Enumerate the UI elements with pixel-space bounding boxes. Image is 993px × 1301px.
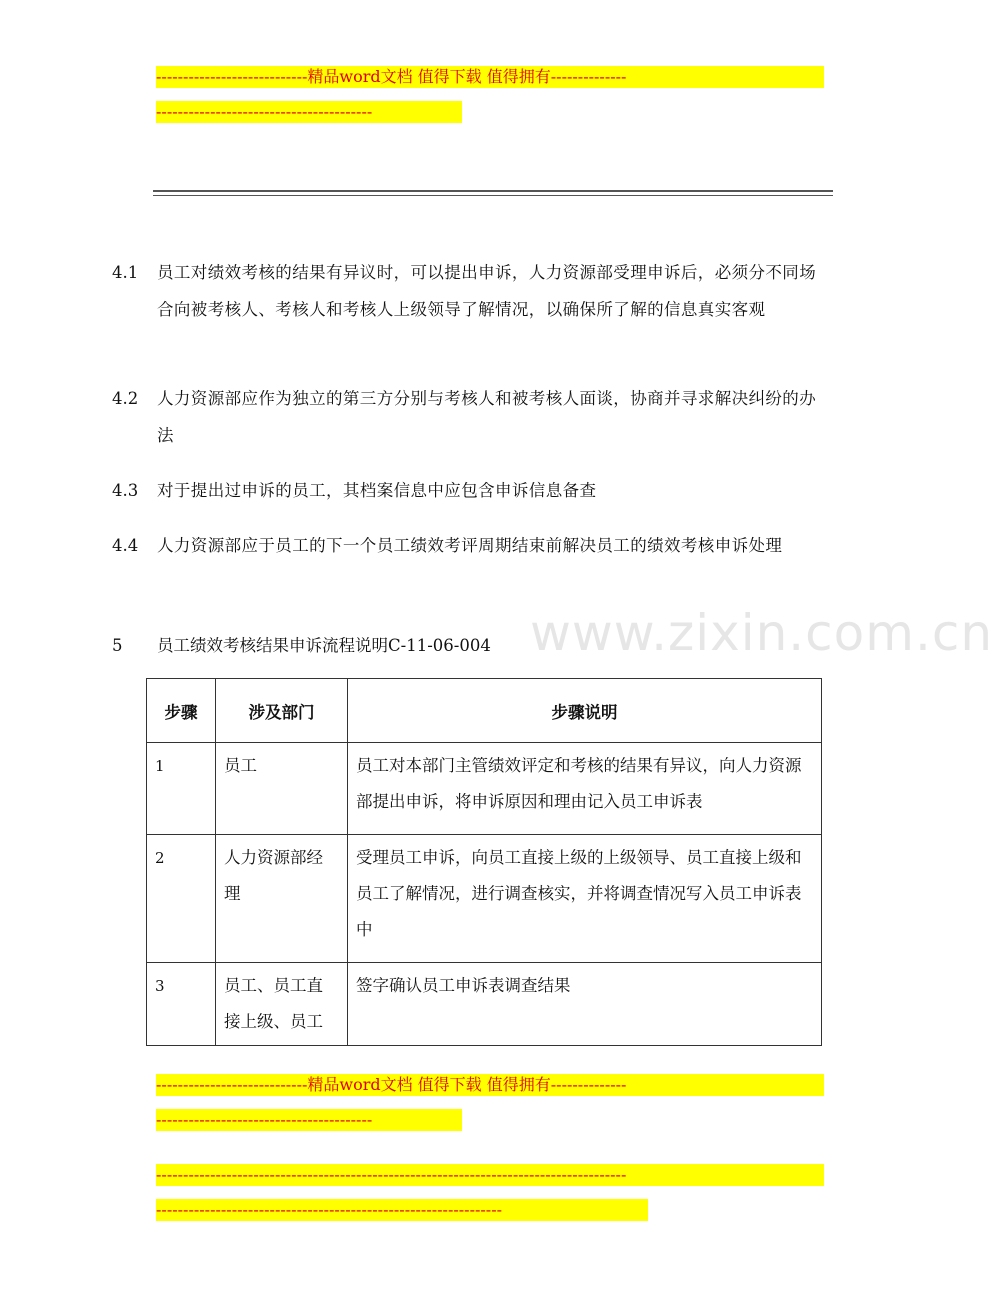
clause-text: 员工对绩效考核的结果有异议时，可以提出申诉，人力资源部受理申诉后，必须分不同场合向被考核人、考核人和考核人上级领导了解情况，以确保所了解的信息真实客观 <box>157 263 817 319</box>
description-cell: 员工对本部门主管绩效评定和考核的结果有异议，向人力资源部提出申诉，将申诉原因和理由记入员工申诉表 <box>348 743 822 835</box>
column-header-department: 涉及部门 <box>216 679 348 743</box>
clause-4-4 <box>112 527 832 564</box>
description-cell: 受理员工申诉，向员工直接上级的上级领导、员工直接上级和员工了解情况，进行调查核实，并将调查情况写入员工申诉表中 <box>348 835 822 963</box>
department-cell: 员工、员工直接上级、员工 <box>216 963 348 1046</box>
footer-dash-line-2: ---------------------------------------------------------------- <box>156 1199 648 1221</box>
header-banner-line-1: ----------------------------精品word文档 值得下载 值得拥有-------------- <box>156 66 824 88</box>
footer-dash-line-1: --------------------------------------------------------------------------------------- <box>156 1164 824 1186</box>
step-cell: 1 <box>147 743 216 835</box>
clause-text: 人力资源部应于员工的下一个员工绩效考评周期结束前解决员工的绩效考核申诉处理 <box>157 536 783 555</box>
section-title: 员工绩效考核结果申诉流程说明C-11-06-004 <box>157 636 491 655</box>
appeal-process-table <box>146 678 822 1046</box>
clause-number: 4.3 <box>112 481 139 500</box>
clause-number: 4.1 <box>112 263 139 282</box>
column-header-description: 步骤说明 <box>348 679 822 743</box>
department-cell: 人力资源部经理 <box>216 835 348 963</box>
step-cell: 3 <box>147 963 216 1046</box>
table-row <box>147 743 822 835</box>
header-banner-line-2: ---------------------------------------- <box>156 101 462 123</box>
clause-text: 对于提出过申诉的员工，其档案信息中应包含申诉信息备查 <box>157 481 597 500</box>
clause-number: 4.4 <box>112 536 139 555</box>
section-heading <box>112 634 491 658</box>
clause-4-1 <box>112 254 832 328</box>
section-number: 5 <box>112 636 123 655</box>
table-row <box>147 835 822 963</box>
table-row <box>147 963 822 1046</box>
clause-number: 4.2 <box>112 389 139 408</box>
description-cell: 签字确认员工申诉表调查结果 <box>348 963 822 1046</box>
footer-banner-line-1: ----------------------------精品word文档 值得下载 值得拥有-------------- <box>156 1074 824 1096</box>
table-header-row <box>147 679 822 743</box>
header-rule <box>153 190 833 192</box>
column-header-step: 步骤 <box>147 679 216 743</box>
step-cell: 2 <box>147 835 216 963</box>
footer-banner-line-2: ---------------------------------------- <box>156 1109 462 1131</box>
header-rule-secondary <box>153 195 833 196</box>
clause-4-2 <box>112 380 832 454</box>
watermark: www.zixin.com.cn <box>530 604 993 662</box>
clause-text: 人力资源部应作为独立的第三方分别与考核人和被考核人面谈，协商并寻求解决纠纷的办法 <box>157 389 817 445</box>
department-cell: 员工 <box>216 743 348 835</box>
clause-4-3 <box>112 472 832 509</box>
